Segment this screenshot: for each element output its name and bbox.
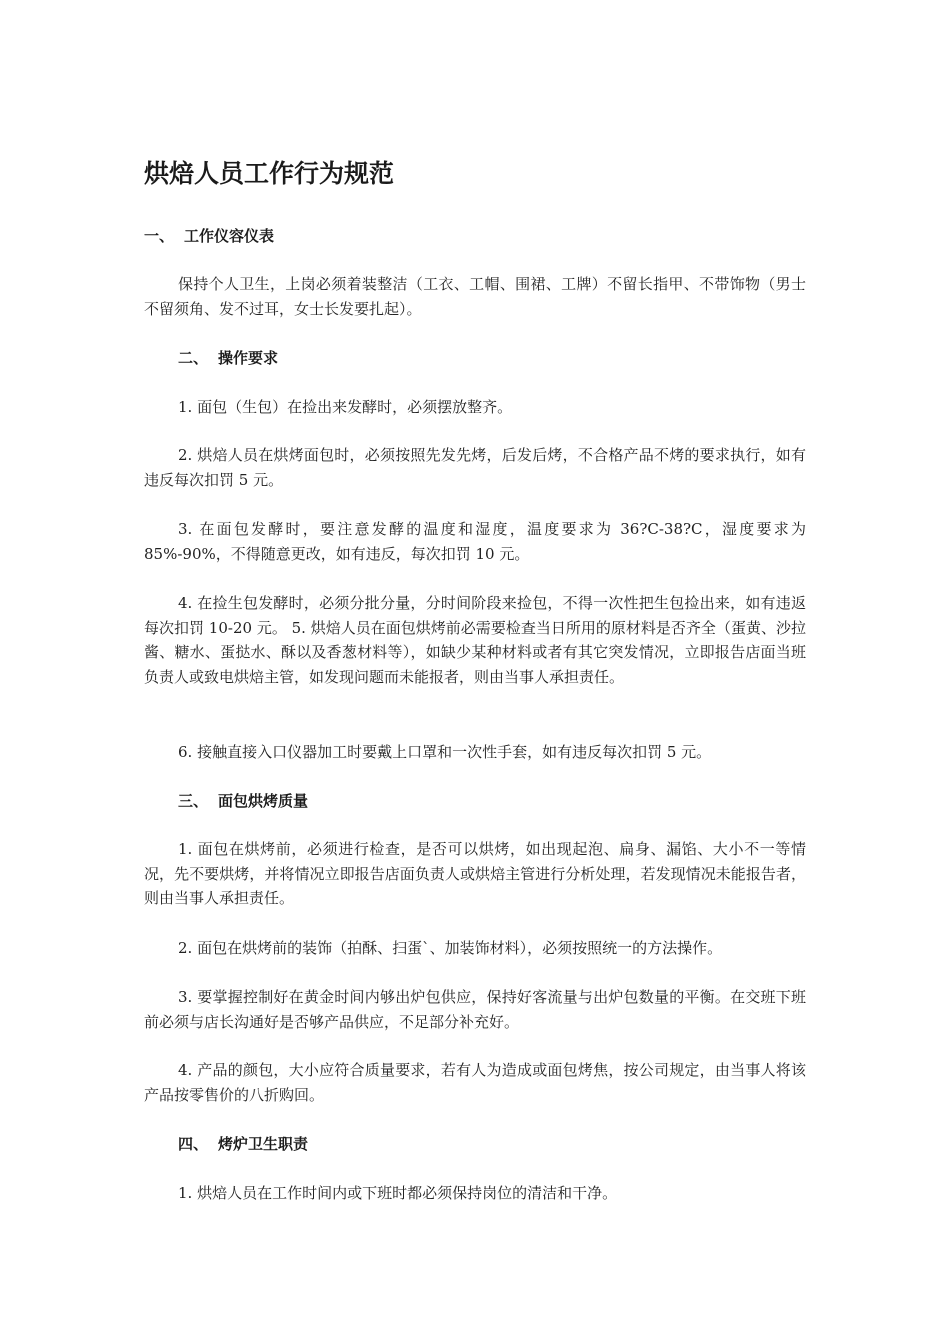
section-number: 三、 [178,792,209,810]
section-title: 烤炉卫生职责 [218,1135,309,1153]
section-title: 操作要求 [218,349,279,367]
paragraph: 1. 面包在烘烤前，必须进行检查，是否可以烘烤，如出现起泡、扁身、漏馅、大小不一等情况，先不要烘烤，并将情况立即报告店面负责人或烘焙主管进行分析处理，若发现情况未能报告者，则由当事人承担责任。 [144,840,806,907]
document-title: 烘焙人员工作行为规范 [144,159,395,188]
paragraph: 保持个人卫生，上岗必须着装整洁（工衣、工帽、围裙、工牌）不留长指甲、不带饰物（男士不留须角、发不过耳，女士长发要扎起）。 [144,275,806,318]
paragraph: 3. 在面包发酵时，要注意发酵的温度和湿度，温度要求为 36?C-38?C，湿度要求为 85%-90%，不得随意更改，如有违反，每次扣罚 10 元。 [144,520,806,563]
section-number: 一、 [144,227,175,245]
section-heading-2 [178,346,278,370]
section-heading-1 [144,224,274,248]
section-number: 二、 [178,349,209,367]
paragraph: 2. 烘焙人员在烘烤面包时，必须按照先发先烤，后发后烤，不合格产品不烤的要求执行，如有违反每次扣罚 5 元。 [144,446,806,489]
paragraph: 2. 面包在烘烤前的装饰（拍酥、扫蛋`、加装饰材料），必须按照统一的方法操作。 [178,939,723,957]
paragraph: 6. 接触直接入口仪器加工时要戴上口罩和一次性手套，如有违反每次扣罚 5 元。 [178,743,712,761]
paragraph: 4. 产品的颜包，大小应符合质量要求，若有人为造成或面包烤焦，按公司规定，由当事人将该产品按零售价的八折购回。 [144,1061,806,1104]
section-title: 工作仪容仪表 [184,227,275,245]
paragraph: 1. 烘焙人员在工作时间内或下班时都必须保持岗位的清洁和干净。 [178,1184,618,1202]
paragraph: 1. 面包（生包）在捡出来发酵时，必须摆放整齐。 [178,398,513,416]
paragraph: 4. 在捡生包发酵时，必须分批分量，分时间阶段来捡包，不得一次性把生包捡出来，如有违返每次扣罚 10-20 元。 5. 烘焙人员在面包烘烤前必需要检查当日所用的原材料是否齐全（蛋黄、沙拉酱、糖水、蛋挞水、酥以及香葱材料等），如缺少某种材料或者有其它突发情况，立即报告店面当班负责人或致电烘焙主管，如发现问题而未能报者，则由当事人承担责任。 [144,594,806,686]
section-heading-3 [178,789,308,813]
section-title: 面包烘烤质量 [218,792,309,810]
section-number: 四、 [178,1135,209,1153]
section-heading-4 [178,1132,308,1156]
paragraph: 3. 要掌握控制好在黄金时间内够出炉包供应，保持好客流量与出炉包数量的平衡。在交班下班前必须与店长沟通好是否够产品供应，不足部分补充好。 [144,988,806,1031]
